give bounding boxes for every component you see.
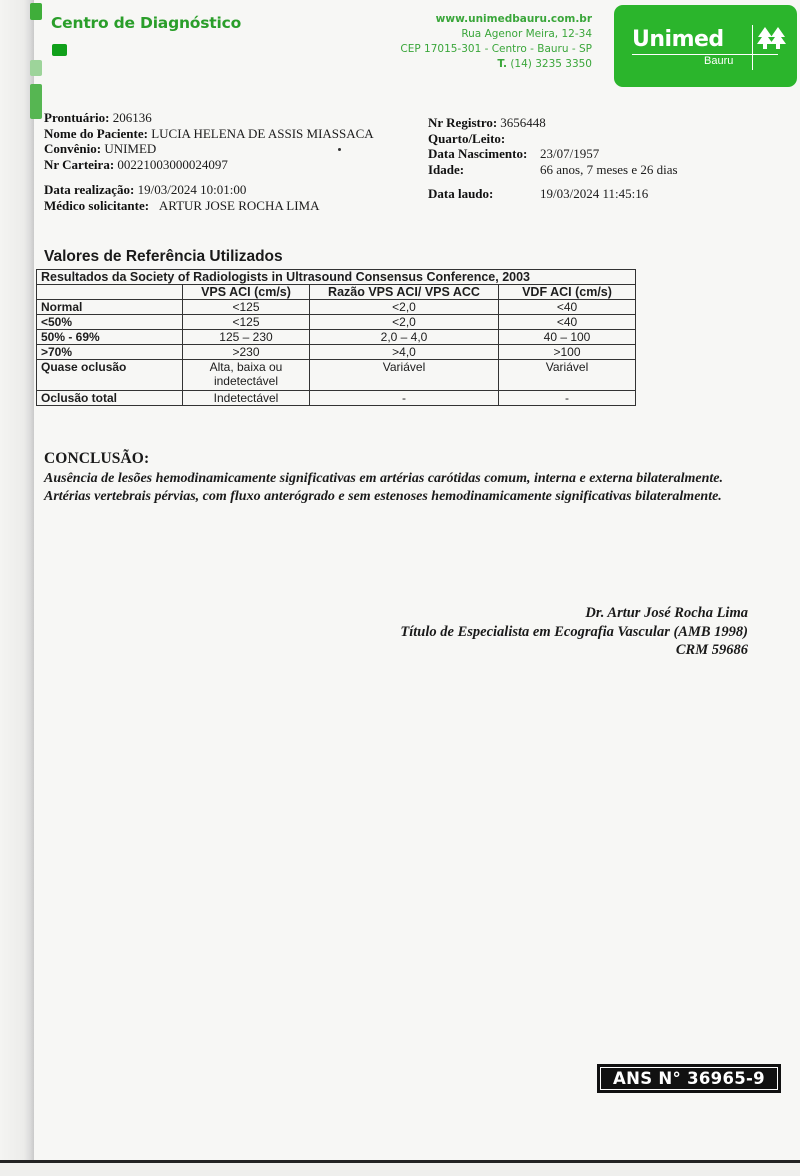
ans-badge <box>597 1064 781 1093</box>
registro-value: 3656448 <box>500 115 546 130</box>
carteira-row <box>44 157 374 173</box>
nascimento-value: 23/07/1957 <box>540 146 600 161</box>
table-caption: Resultados da Society of Radiologists in Ultrasound Consensus Conference, 2003 <box>37 270 636 285</box>
convenio-value: UNIMED <box>104 141 157 156</box>
cell-vps: <125 <box>183 300 310 315</box>
cell-vps: Alta, baixa ou indetectável <box>183 360 310 391</box>
cell-vps: >230 <box>183 345 310 360</box>
doctor-crm: CRM 59686 <box>675 642 748 658</box>
patient-name-label: Nome do Paciente: <box>44 125 148 141</box>
row-label: Quase oclusão <box>37 360 183 391</box>
column-header: VDF ACI (cm/s) <box>499 285 636 300</box>
registro-label: Nr Registro: <box>428 115 498 130</box>
phone <box>400 57 592 72</box>
page-binding-shadow <box>0 0 34 1173</box>
row-label: Normal <box>37 300 183 315</box>
phone-prefix: T. <box>497 58 507 70</box>
convenio-row <box>44 141 374 157</box>
cell-ratio: <2,0 <box>310 315 499 330</box>
cell-vdf: <40 <box>499 315 636 330</box>
laudo-row <box>428 186 678 202</box>
stray-dot <box>338 148 341 151</box>
cell-vdf: - <box>499 391 636 406</box>
table-row <box>37 391 636 406</box>
patient-name-row <box>44 126 374 142</box>
quarto-row <box>428 131 678 147</box>
cell-ratio: - <box>310 391 499 406</box>
row-label: <50% <box>37 315 183 330</box>
table-row <box>37 315 636 330</box>
edge-color-mark <box>30 3 42 20</box>
cell-vdf: <40 <box>499 300 636 315</box>
laudo-label: Data laudo: <box>428 186 494 201</box>
cell-ratio: 2,0 – 4,0 <box>310 330 499 345</box>
table-row <box>37 345 636 360</box>
tree-icon <box>757 26 787 55</box>
prontuario-label: Prontuário: <box>44 110 110 125</box>
idade-label: Idade: <box>428 161 465 177</box>
cell-ratio: Variável <box>310 360 499 391</box>
data-realizacao-label: Data realização: <box>44 182 135 197</box>
patient-info <box>44 110 374 213</box>
ans-number: ANS N° 36965-9 <box>600 1067 778 1090</box>
data-realizacao-row <box>44 182 374 198</box>
cell-vps: <125 <box>183 315 310 330</box>
medico-label: Médico solicitante: <box>44 197 150 213</box>
medico-row <box>44 198 374 214</box>
patient-name-value: LUCIA HELENA DE ASSIS MIASSACA <box>151 125 374 141</box>
conclusion-section <box>44 450 750 505</box>
row-label: Oclusão total <box>37 391 183 406</box>
reference-title: Valores de Referência Utilizados <box>44 248 283 265</box>
cell-vdf: 40 – 100 <box>499 330 636 345</box>
registro-row <box>428 115 678 131</box>
website-link[interactable]: www.unimedbauru.com.br <box>435 13 592 25</box>
cep-line: CEP 17015-301 - Centro - Bauru - SP <box>400 43 592 55</box>
logo-subtitle: Bauru <box>704 55 734 67</box>
convenio-label: Convênio: <box>44 141 102 156</box>
unimed-logo <box>614 5 797 87</box>
brand-square-icon <box>52 44 67 56</box>
carteira-value: 00221003000024097 <box>117 156 228 172</box>
row-label: >70% <box>37 345 183 360</box>
table-row <box>37 360 636 391</box>
conclusion-heading: CONCLUSÃO: <box>44 450 150 467</box>
conclusion-paragraph: Artérias vertebrais pérvias, com fluxo anterógrado e sem estenoses hemodinamicamente significativas bilateralmente. <box>44 488 722 504</box>
table-row <box>37 330 636 345</box>
conclusion-paragraph: Ausência de lesões hemodinamicamente significativas em artérias carótidas comum, interna e externa bilateralmente. <box>44 471 723 486</box>
idade-value: 66 anos, 7 meses e 26 dias <box>540 161 678 177</box>
edge-color-mark <box>30 84 42 119</box>
signature-block <box>400 604 748 660</box>
column-header: VPS ACI (cm/s) <box>183 285 310 300</box>
logo-brand: Unimed <box>632 27 724 52</box>
table-header-row <box>37 285 636 300</box>
center-name: Centro de Diagnóstico <box>51 14 242 32</box>
cell-vps: Indetectável <box>183 391 310 406</box>
laudo-value: 19/03/2024 11:45:16 <box>540 186 649 201</box>
nascimento-row <box>428 146 678 162</box>
address: Rua Agenor Meira, 12-34 <box>461 28 592 40</box>
quarto-label: Quarto/Leito: <box>428 130 506 146</box>
contact-block <box>400 12 592 72</box>
column-header: Razão VPS ACI/ VPS ACC <box>310 285 499 300</box>
data-realizacao-value: 19/03/2024 10:01:00 <box>137 182 247 197</box>
carteira-label: Nr Carteira: <box>44 156 115 172</box>
column-header <box>37 285 183 300</box>
page-bottom-edge <box>0 1160 800 1176</box>
logo-divider-vertical <box>752 25 753 70</box>
phone-number: (14) 3235 3350 <box>510 58 592 70</box>
nascimento-label: Data Nascimento: <box>428 146 528 161</box>
reference-table <box>36 269 636 406</box>
table-row <box>37 300 636 315</box>
cell-ratio: >4,0 <box>310 345 499 360</box>
prontuario-value: 206136 <box>112 110 152 125</box>
row-label: 50% - 69% <box>37 330 183 345</box>
edge-color-mark <box>30 60 42 76</box>
cell-ratio: <2,0 <box>310 300 499 315</box>
medico-value: ARTUR JOSE ROCHA LIMA <box>158 197 320 213</box>
cell-vdf: Variável <box>499 360 636 391</box>
record-info <box>428 115 678 202</box>
prontuario-row <box>44 110 374 126</box>
cell-vps: 125 – 230 <box>183 330 310 345</box>
doctor-name: Dr. Artur José Rocha Lima <box>585 605 748 621</box>
cell-vdf: >100 <box>499 345 636 360</box>
doctor-title: Título de Especialista em Ecografia Vascular (AMB 1998) <box>400 623 748 640</box>
idade-row <box>428 162 678 178</box>
table-caption-row <box>37 270 636 285</box>
